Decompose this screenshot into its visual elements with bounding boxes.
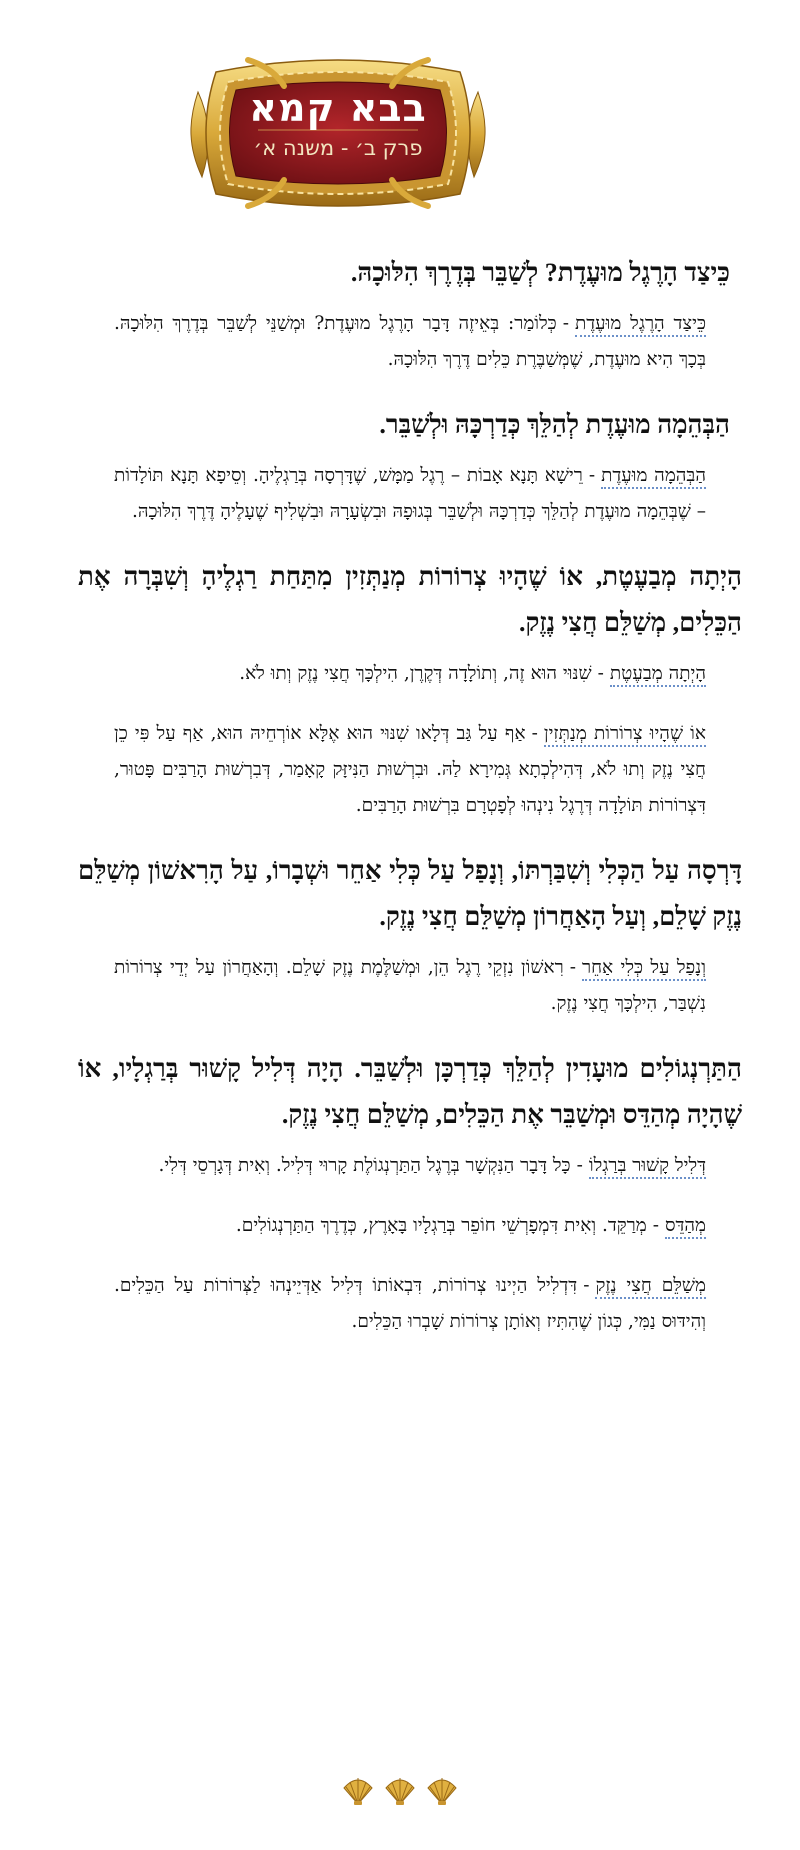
commentary-text: מְרַקֵּד. וְאִית דִּמְפָרְשֵׁי חוֹפֵר בְּרַגְלָיו בָּאָרֶץ, כְּדֶרֶךְ הַתַּרְנְגוֹלִים. bbox=[235, 1215, 647, 1236]
dibbur-hamatchil: מְהַדֵּס bbox=[665, 1215, 706, 1239]
dibbur-hamatchil: הָיְתָה מְבַעֶטֶת bbox=[610, 663, 706, 687]
commentary-paragraph: אוֹ שֶׁהָיוּ צְרוֹרוֹת מְנַתְּזִין-אַף עַל גַּב דְּלָאו שִׁנּוּי הוּא אֶלָּא אוֹרְחֵיהּ הוּא, אַף עַל פִּי כֵן חֲצִי נֶזֶק וְתוּ לֹא, דְּהִילְכְתָא גְּמִירָא לַהּ. וּבִרְשׁוּת הַנִּיזָּק קָאָמַר, דְּבִרְשׁוּת הָרַבִּים פָּטוּר, דִּצְרוֹרוֹת תּוֹלָדָה דְּרֶגֶל נִינְהוּ לְפָטְרָם בִּרְשׁוּת הָרַבִּים. bbox=[114, 723, 706, 816]
golden-shell-icon bbox=[384, 1776, 416, 1806]
mishnah-text: כֵּיצַד הָרֶגֶל מוּעֶדֶת? לְשַׁבֵּר בְּדֶרֶךְ הִלּוּכָהּ. bbox=[350, 258, 730, 287]
commentary-text: כְּלוֹמַר: בְּאֵיזֶה דָּבָר הָרֶגֶל מוּעֶדֶת? וּמְשַׁנֵּי לְשַׁבֵּר בְּדֶרֶךְ הִלּוּכָהּ. בְּכָךְ הִיא מוּעֶדֶת, שֶׁמְּשַׁבֶּרֶת כֵּלִים דֶּרֶךְ הִלּוּכָהּ. bbox=[114, 313, 706, 370]
mishnah-text: דָּרְסָה עַל הַכְּלִי וְשִׁבַּרְתּוֹ, וְנָפַל עַל כְּלִי אַחֵר וּשְׁבָרוֹ, עַל הָרִאשׁוֹן מְשַׁלֵּם נֶזֶק שָׁלֵם, וְעַל הָאַחֲרוֹן מְשַׁלֵּם חֲצִי נֶזֶק. bbox=[78, 856, 742, 931]
commentary-paragraph: הַבְּהֵמָה מוּעֶדֶת-רֵישָׁא תָּנָא אָבוֹת – רֶגֶל מַמָּשׁ, שֶׁדָּרְסָה בְּרַגְלֶיהָ. וְסֵיפָא תָּנָא תּוֹלָדוֹת – שֶׁבְּהֵמָה מוּעֶדֶת לְהַלֵּךְ כְּדַרְכָּהּ וּלְשַׁבֵּר בְּגוּפָהּ וּבִשְׂעָרָהּ וּבִשְׁלִיף שֶׁעָלֶיהָ דֶּרֶךְ הִלּוּכָהּ. bbox=[114, 465, 706, 522]
header-banner bbox=[188, 52, 488, 214]
commentary-text: כָּל דָּבָר הַנִּקְשָׁר בְּרֶגֶל הַתַּרְנְגוֹלֶת קָרוּי דְּלִיל. וְאִית דְּגָרְסֵי דְּלִי. bbox=[158, 1155, 571, 1176]
commentary-text: שִׁנּוּי הוּא זֶה, וְתוֹלָדָה דְּקֶרֶן, הִילְכָּךְ חֲצִי נֶזֶק וְתוּ לֹא. bbox=[239, 663, 592, 684]
commentary-paragraph: וְנָפַל עַל כְּלִי אַחֵר-רִאשׁוֹן נִזְקֵי רֶגֶל הֵן, וּמְשַׁלֶּמֶת נֶזֶק שָׁלֵם. וְהָאַחֲרוֹן עַל יְדֵי צְרוֹרוֹת נִשְׁבַּר, הִילְכָּךְ חֲצִי נֶזֶק. bbox=[114, 957, 707, 1014]
mishnah-content bbox=[78, 250, 742, 1364]
commentary-paragraph: הָיְתָה מְבַעֶטֶת-שִׁנּוּי הוּא זֶה, וְתוֹלָדָה דְּקֶרֶן, הִילְכָּךְ חֲצִי נֶזֶק וְתוּ לֹא. bbox=[114, 656, 706, 692]
dibbur-hamatchil: כֵּיצַד הָרֶגֶל מוּעֶדֶת bbox=[575, 313, 706, 337]
dibbur-hamatchil: אוֹ שֶׁהָיוּ צְרוֹרוֹת מְנַתְּזִין bbox=[544, 723, 706, 747]
commentary-paragraph: דְּלִיל קָשׁוּר בְּרַגְלוֹ-כָּל דָּבָר הַנִּקְשָׁר בְּרֶגֶל הַתַּרְנְגוֹלֶת קָרוּי דְּלִיל. וְאִית דְּגָרְסֵי דְּלִי. bbox=[114, 1148, 706, 1184]
golden-shell-icon bbox=[342, 1776, 374, 1806]
commentary-paragraph: כֵּיצַד הָרֶגֶל מוּעֶדֶת-כְּלוֹמַר: בְּאֵיזֶה דָּבָר הָרֶגֶל מוּעֶדֶת? וּמְשַׁנֵּי לְשַׁבֵּר בְּדֶרֶךְ הִלּוּכָהּ. בְּכָךְ הִיא מוּעֶדֶת, שֶׁמְּשַׁבֶּרֶת כֵּלִים דֶּרֶךְ הִלּוּכָהּ. bbox=[114, 313, 706, 370]
chapter-mishnah-subtitle: פרק ב׳ - משנה א׳ bbox=[253, 136, 423, 160]
footer-ornament bbox=[0, 1776, 800, 1806]
commentary-text: רִאשׁוֹן נִזְקֵי רֶגֶל הֵן, וּמְשַׁלֶּמֶת נֶזֶק שָׁלֵם. וְהָאַחֲרוֹן עַל יְדֵי צְרוֹרוֹת נִשְׁבַּר, הִילְכָּךְ חֲצִי נֶזֶק. bbox=[114, 957, 706, 1014]
dibbur-hamatchil: מְשַׁלֵּם חֲצִי נֶזֶק bbox=[595, 1275, 706, 1299]
commentary-text: דִּדְלִיל הַיְינוּ צְרוֹרוֹת, דִּבְאוֹתוֹ דְּלִיל אַדְּיֵינְהוּ לַצְּרוֹרוֹת עַל הַכֵּלִים. וְהִידּוּס נַמִּי, כְּגוֹן שֶׁהִתִּיז וְאוֹתָן צְרוֹרוֹת שָׁבְרוּ הַכֵּלִים. bbox=[114, 1275, 706, 1332]
tractate-title: בבא קמא bbox=[249, 86, 427, 130]
golden-shell-icon bbox=[426, 1776, 458, 1806]
commentary-paragraph: מְשַׁלֵּם חֲצִי נֶזֶק-דִּדְלִיל הַיְינוּ צְרוֹרוֹת, דִּבְאוֹתוֹ דְּלִיל אַדְּיֵינְהוּ לַצְּרוֹרוֹת עַל הַכֵּלִים. וְהִידּוּס נַמִּי, כְּגוֹן שֶׁהִתִּיז וְאוֹתָן צְרוֹרוֹת שָׁבְרוּ הַכֵּלִים. bbox=[114, 1275, 706, 1332]
dibbur-hamatchil: הַבְּהֵמָה מוּעֶדֶת bbox=[601, 465, 706, 489]
commentary-paragraph: מְהַדֵּס-מְרַקֵּד. וְאִית דִּמְפָרְשֵׁי חוֹפֵר בְּרַגְלָיו בָּאָרֶץ, כְּדֶרֶךְ הַתַּרְנְגוֹלִים. bbox=[114, 1208, 706, 1244]
mishnah-text: הַתַּרְנְגוֹלִים מוּעָדִין לְהַלֵּךְ כְּדַרְכָּן וּלְשַׁבֵּר. הָיָה דְּלִיל קָשׁוּר בְּרַגְלָיו, אוֹ שֶׁהָיָה מְהַדֵּס וּמְשַׁבֵּר אֶת הַכֵּלִים, מְשַׁלֵּם חֲצִי נֶזֶק. bbox=[78, 1054, 742, 1129]
dibbur-hamatchil: דְּלִיל קָשׁוּר בְּרַגְלוֹ bbox=[589, 1155, 706, 1179]
dibbur-hamatchil: וְנָפַל עַל כְּלִי אַחֵר bbox=[582, 957, 706, 981]
commentary-text: אַף עַל גַּב דְּלָאו שִׁנּוּי הוּא אֶלָּא אוֹרְחֵיהּ הוּא, אַף עַל פִּי כֵן חֲצִי נֶזֶק וְתוּ לֹא, דְּהִילְכְתָא גְּמִירָא לַהּ. וּבִרְשׁוּת הַנִּיזָּק קָאָמַר, דְּבִרְשׁוּת הָרַבִּים פָּטוּר, דִּצְרוֹרוֹת תּוֹלָדָה דְּרֶגֶל נִינְהוּ לְפָטְרָם בִּרְשׁוּת הָרַבִּים. bbox=[114, 723, 706, 816]
scroll-banner-graphic bbox=[188, 52, 488, 214]
commentary-text: רֵישָׁא תָּנָא אָבוֹת – רֶגֶל מַמָּשׁ, שֶׁדָּרְסָה בְּרַגְלֶיהָ. וְסֵיפָא תָּנָא תּוֹלָדוֹת – שֶׁבְּהֵמָה מוּעֶדֶת לְהַלֵּךְ כְּדַרְכָּהּ וּלְשַׁבֵּר בְּגוּפָהּ וּבִשְׂעָרָהּ וּבִשְׁלִיף שֶׁעָלֶיהָ דֶּרֶךְ הִלּוּכָהּ. bbox=[114, 465, 706, 522]
mishnah-text: הָיְתָה מְבַעֶטֶת, אוֹ שֶׁהָיוּ צְרוֹרוֹת מְנַתְּזִין מִתַּחַת רַגְלֶיהָ וְשִׁבְּרָה אֶת הַכֵּלִים, מְשַׁלֵּם חֲצִי נֶזֶק. bbox=[78, 562, 742, 637]
mishnah-text: הַבְּהֵמָה מוּעֶדֶת לְהַלֵּךְ כְּדַרְכָּהּ וּלְשַׁבֵּר. bbox=[379, 410, 730, 439]
